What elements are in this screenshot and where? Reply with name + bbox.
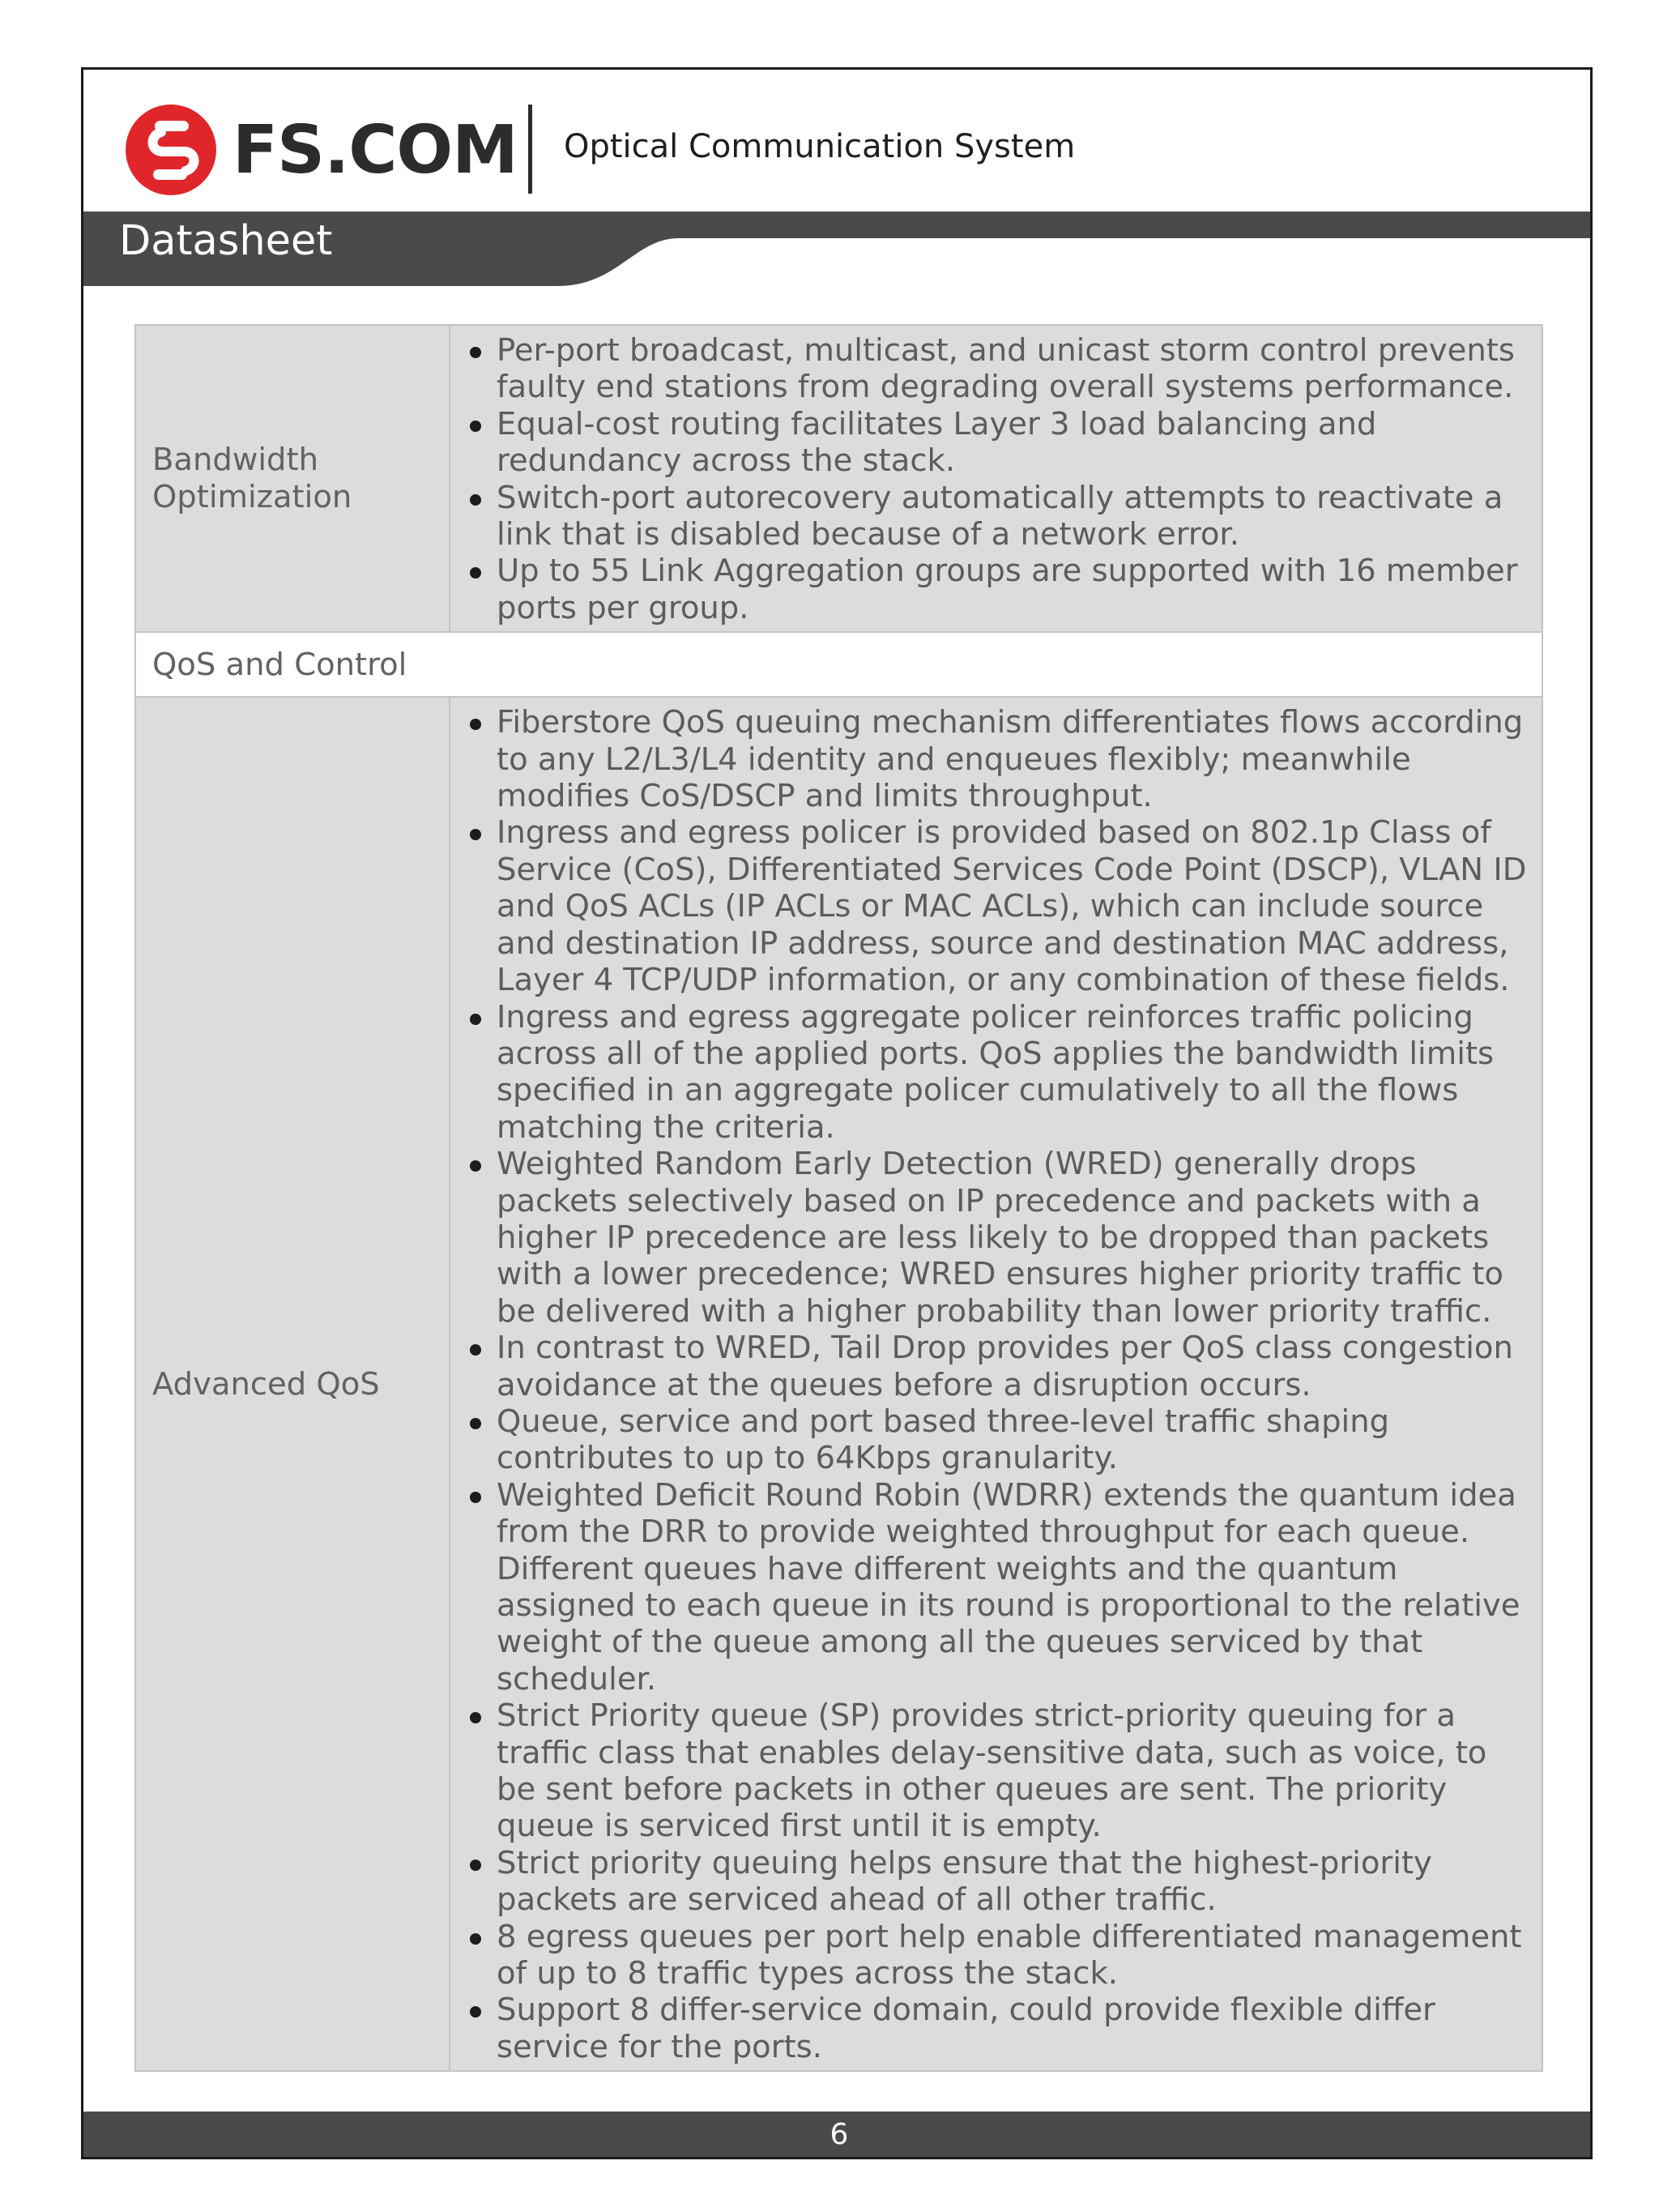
bullet-item: Per-port broadcast, multicast, and unicast storm control prevents faulty end stations from degrading overall systems performance. bbox=[467, 332, 1529, 406]
bullet-item: Support 8 differ-service domain, could provide flexible differ service for the ports. bbox=[467, 1992, 1529, 2065]
row-content bbox=[450, 697, 1542, 2071]
page-number: 6 bbox=[830, 2117, 849, 2151]
footer-bar bbox=[83, 2112, 1593, 2157]
row-label: Advanced QoS bbox=[135, 697, 450, 2071]
bullet-item: Strict priority queuing helps ensure that the highest-priority packets are serviced ahead of all other traffic. bbox=[467, 1845, 1529, 1919]
bullet-item: Ingress and egress policer is provided based on 802.1p Class of Service (CoS), Differentiated Services Code Point (DSCP), VLAN ID and QoS ACLs (IP ACLs or MAC ACLs), which can include source and destination IP address, source and destination MAC address, Layer 4 TCP/UDP information, or any combination of these fields. bbox=[467, 814, 1529, 998]
bullet-item: Fiberstore QoS queuing mechanism differentiates flows according to any L2/L3/L4 identity and enqueues flexibly; meanwhile modifies CoS/DSCP and limits throughput. bbox=[467, 704, 1529, 814]
bullet-item: Queue, service and port based three-level traffic shaping contributes to up to 64Kbps granularity. bbox=[467, 1403, 1529, 1477]
bullet-item: Weighted Deficit Round Robin (WDRR) extends the quantum idea from the DRR to provide weighted throughput for each queue. Different queues have different weights and the quantum assigned to each queue in its round is proportional to the relative weight of the queue among all the queues serviced by that scheduler. bbox=[467, 1477, 1529, 1697]
section-heading: QoS and Control bbox=[135, 632, 1542, 697]
bullet-item: Strict Priority queue (SP) provides strict-priority queuing for a traffic class that enables delay-sensitive data, such as voice, to be sent before packets in other queues are sent. The priority queue is serviced first until it is empty. bbox=[467, 1697, 1529, 1845]
page bbox=[81, 67, 1593, 2159]
bullet-item: Weighted Random Early Detection (WRED) generally drops packets selectively based on IP precedence and packets with a higher IP precedence are less likely to be dropped than packets with a lower precedence; WRED ensures higher priority traffic to be delivered with a higher probability than lower priority traffic. bbox=[467, 1146, 1529, 1330]
bullet-item: Equal-cost routing facilitates Layer 3 load balancing and redundancy across the stack. bbox=[467, 406, 1529, 480]
bullet-item: In contrast to WRED, Tail Drop provides per QoS class congestion avoidance at the queues before a disruption occurs. bbox=[467, 1330, 1529, 1403]
table-row-section bbox=[135, 632, 1542, 697]
datasheet-tab-label: Datasheet bbox=[119, 217, 333, 265]
bullet-list bbox=[467, 704, 1529, 2065]
bullet-item: Ingress and egress aggregate policer reinforces traffic policing across all of the applied ports. QoS applies the bandwidth limits specified in an aggregate policer cumulatively to all the flows matching the criteria. bbox=[467, 999, 1529, 1147]
brand bbox=[126, 105, 518, 195]
bullet-list bbox=[467, 332, 1529, 626]
bullet-item: Up to 55 Link Aggregation groups are supported with 16 member ports per group. bbox=[467, 553, 1529, 626]
header-divider bbox=[528, 105, 532, 194]
table-row-bandwidth bbox=[135, 325, 1542, 632]
row-label: Bandwidth Optimization bbox=[135, 325, 450, 632]
fs-logo-icon bbox=[126, 105, 216, 195]
bullet-item: 8 egress queues per port help enable differentiated management of up to 8 traffic types across the stack. bbox=[467, 1919, 1529, 1992]
brand-name: FS.COM bbox=[232, 111, 518, 189]
bullet-item: Switch-port autorecovery automatically attempts to reactivate a link that is disabled because of a network error. bbox=[467, 480, 1529, 553]
table-row-advanced-qos bbox=[135, 697, 1542, 2071]
tagline: Optical Communication System bbox=[564, 128, 1076, 165]
row-content bbox=[450, 325, 1542, 632]
spec-table bbox=[134, 324, 1543, 2072]
